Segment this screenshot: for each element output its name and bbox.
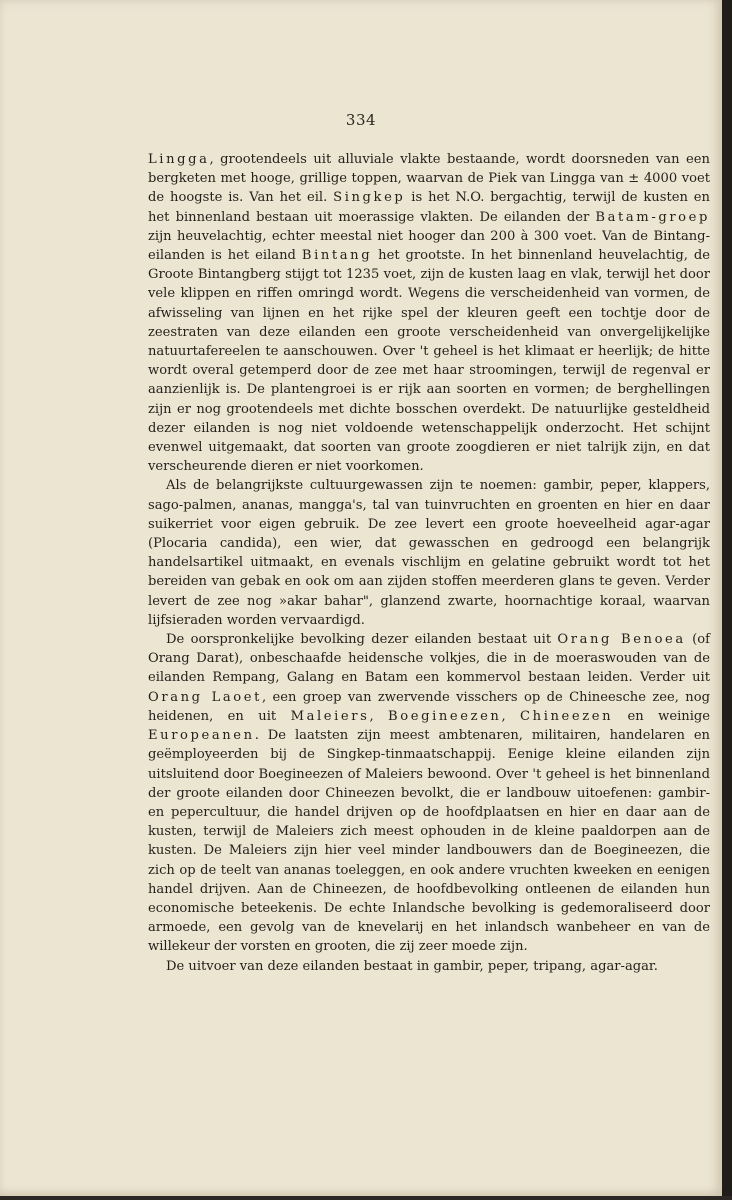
paragraph-export [148, 957, 710, 976]
text-run: (of Orang Darat), onbeschaafde heidensche volkjes, die in de moeraswouden van de eilanden Rempang, Galang en Batam een kommervol bestaan leiden. Verder uit [148, 632, 710, 686]
text-run: is het N.O. bergachtig, terwijl de kusten en het binnenland bestaan uit moerassige vlakten. De eilanden der [148, 190, 710, 225]
text-run: . De laatsten zijn meest ambtenaren, militairen, handelaren en geëmployeerden bij de Singkep-tinmaatschappij. Eenige kleine eilanden zijn uitsluitend door Boegineezen of Maleiers bewoond. Over 't geheel is het binnenland der groote eilanden door Chineezen bevolkt, die er landbouw uitoefenen: gambir- en pepercultuur, die handel drijven op de hoofdplaatsen en hier en daar aan de kusten, terwijl de Maleiers zich meest ophouden in de kleine paaldorpen aan de kusten. De Maleiers zijn hier veel minder landbouwers dan de Boegineezen, die zich op de teelt van ananas toeleggen, en ook andere vruchten kweeken en eenigen handel drijven. Aan de Chineezen, de hoofdbevolking ontleenen de eilanden hun economische beteekenis. De echte Inlandsche bevolking is gedemoraliseerd door armoede, een gevolg van de knevelarij en het inlandsch wanbeheer en van de willekeur der vorsten en grooten, die zij zeer moede zijn. [148, 728, 710, 955]
text-run: , [369, 708, 389, 724]
text-run: De uitvoer van deze eilanden bestaat in gambir, peper, tripang, agar-agar. [166, 958, 658, 974]
spaced-term: Batam-groep [595, 209, 710, 225]
spaced-term: Maleiers [290, 708, 370, 724]
page-number: 334 [345, 111, 377, 129]
text-run: , een groep van zwervende visschers op de Chineesche zee, nog heidenen, en uit [148, 689, 710, 724]
spaced-term: Lingga [148, 152, 210, 167]
scan-edge [722, 0, 732, 1200]
spaced-term: Bintang [301, 248, 373, 264]
text-run: Als de belangrijkste cultuurgewassen zijn te noemen: gambir, peper, klappers, sago-palmen, ananas, mangga's, tal van tuinvruchten en groenten en hier en daar suikerriet voor eigen gebruik. De zee levert een groote hoeveelheid agar-agar (Plocaria candida), een wier, dat gewasschen en gedroogd een belangrijk handelsartikel uitmaakt, en evenals vischlijm en gelatine gebruikt wordt tot het bereiden van gebak en ook om aan zijden stoffen meerderen glans te geven. Verder levert de zee nog »akar bahar", glanzend zwarte, hoornachtige koraal, waarvan lijfsieraden worden vervaardigd. [148, 478, 710, 628]
text-run: het grootste. In het binnenland heuvelachtig, de Groote Bintangberg stijgt tot 1235 voet, zijn de kusten laag en vlak, terwijl het door vele klippen en riffen omringd wordt. Wegens die verscheidenheid van vormen, de afwisseling van lijnen en het rijke spel der kleuren geeft een tochtje door de zeestraten van deze eilanden een groote verscheidenheid van onvergelijkelijke natuurtafereelen te aanschouwen. Over 't geheel is het klimaat er heerlijk; de hitte wordt overal getemperd door de zee met haar stroomingen, terwijl de regenval er aanzienlijk is. De plantengroei is er rijk aan soorten en vormen; de berghellingen zijn er nog grootendeels met dichte bosschen overdekt. De natuurlijke gesteldheid dezer eilanden is nog niet voldoende wetenschappelijk onderzocht. Het schijnt evenwel uitgemaakt, dat soorten van groote zoogdieren er niet talrijk zijn, en dat verscheurende dieren er niet voorkomen. [148, 248, 711, 475]
spaced-term: Orang Laoet [148, 689, 262, 705]
spaced-term: Chineezen [520, 708, 614, 724]
body-text [148, 150, 710, 976]
paragraph-population [148, 630, 710, 956]
text-run: zijn heuvelachtig, echter meestal niet hooger dan 200 à 300 voet. Van de Bintang-eilanden is het eiland [148, 228, 710, 264]
paragraph-cultures [148, 476, 710, 630]
text-run: , [501, 708, 521, 724]
spaced-term: Orang Benoea [557, 632, 686, 648]
paragraph-lingga [148, 150, 710, 476]
text-run: De oorspronkelijke bevolking dezer eilanden bestaat uit [166, 632, 558, 648]
text-run: , grootendeels uit alluviale vlakte bestaande, wordt doorsneden van een bergketen met hooge, grillige toppen, waarvan de Piek van Lingga van ± 4000 voet de hoogste is. Van het eil. [148, 152, 710, 206]
scan-bottom-edge [0, 1196, 732, 1200]
spaced-term: Boegineezen [388, 708, 502, 724]
spaced-term: Europeanen [148, 728, 255, 744]
spaced-term: Singkep [333, 190, 406, 206]
text-run: en weinige [613, 708, 711, 724]
